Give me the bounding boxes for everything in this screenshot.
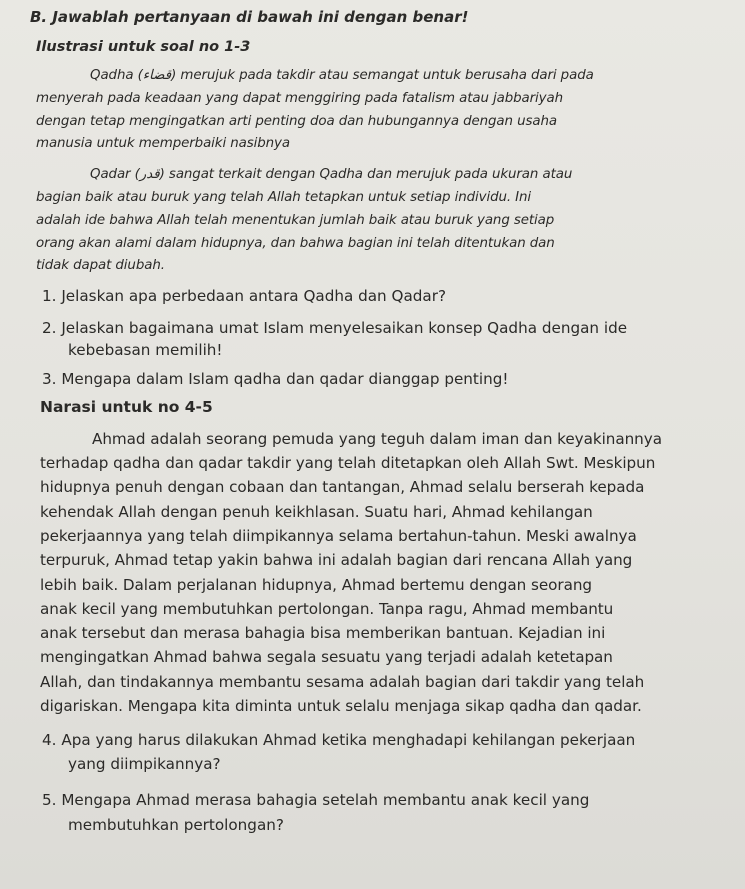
question-line: 5. Mengapa Ahmad merasa bahagia setelah membantu anak kecil yang bbox=[42, 791, 590, 809]
question-line: yang diimpikannya? bbox=[68, 755, 221, 773]
paragraph-line: Qadar (قدر) sangat terkait dengan Qadha dan merujuk pada ukuran atau bbox=[90, 167, 573, 182]
question-line: 4. Apa yang harus dilakukan Ahmad ketika menghadapi kehilangan pekerjaan bbox=[42, 731, 636, 749]
question-line: kebebasan memilih! bbox=[68, 341, 223, 359]
narration-line: anak tersebut dan merasa bahagia bisa memberikan bantuan. Kejadian ini bbox=[40, 624, 606, 642]
paragraph-line: orang akan alami dalam hidupnya, dan bahwa bagian ini telah ditentukan dan bbox=[36, 236, 555, 251]
paragraph-line: dengan tetap mengingatkan arti penting doa dan hubungannya dengan usaha bbox=[36, 114, 557, 129]
narration-line: kehendak Allah dengan penuh keikhlasan. Suatu hari, Ahmad kehilangan bbox=[40, 503, 593, 521]
narration-line: mengingatkan Ahmad bahwa segala sesuatu yang terjadi adalah ketetapan bbox=[40, 648, 613, 666]
paragraph-line: menyerah pada keadaan yang dapat menggiring pada fatalism atau jabbariyah bbox=[36, 91, 563, 106]
question-3: 3. Mengapa dalam Islam qadha dan qadar dianggap penting! bbox=[42, 370, 509, 388]
narration-line: lebih baik. Dalam perjalanan hidupnya, Ahmad bertemu dengan seorang bbox=[40, 576, 593, 594]
narration-line: terpuruk, Ahmad tetap yakin bahwa ini adalah bagian dari rencana Allah yang bbox=[40, 551, 633, 569]
section-title: B. Jawablah pertanyaan di bawah ini dengan benar! bbox=[30, 8, 469, 26]
narration-line: Ahmad adalah seorang pemuda yang teguh dalam iman dan keyakinannya bbox=[92, 430, 662, 448]
narration-line: terhadap qadha dan qadar takdir yang telah ditetapkan oleh Allah Swt. Meskipun bbox=[40, 454, 656, 472]
question-1: 1. Jelaskan apa perbedaan antara Qadha dan Qadar? bbox=[42, 287, 447, 305]
narration-line: Allah, dan tindakannya membantu sesama adalah bagian dari takdir yang telah bbox=[40, 673, 645, 691]
illustration-heading: Ilustrasi untuk soal no 1-3 bbox=[36, 39, 251, 55]
narration-line: hidupnya penuh dengan cobaan dan tantangan, Ahmad selalu berserah kepada bbox=[40, 478, 645, 496]
narration-line: digariskan. Mengapa kita diminta untuk selalu menjaga sikap qadha dan qadar. bbox=[40, 697, 642, 715]
paragraph-line: Qadha (قضاء) merujuk pada takdir atau semangat untuk berusaha dari pada bbox=[90, 68, 594, 83]
paragraph-line: bagian baik atau buruk yang telah Allah tetapkan untuk setiap individu. Ini bbox=[36, 190, 532, 205]
question-line: 2. Jelaskan bagaimana umat Islam menyelesaikan konsep Qadha dengan ide bbox=[42, 319, 628, 337]
narration-line: pekerjaannya yang telah diimpikannya selama bertahun-tahun. Meski awalnya bbox=[40, 527, 637, 545]
question-line: membutuhkan pertolongan? bbox=[68, 816, 284, 834]
paragraph-line: adalah ide bahwa Allah telah menentukan jumlah baik atau buruk yang setiap bbox=[36, 213, 555, 228]
paragraph-line: tidak dapat diubah. bbox=[36, 258, 165, 273]
paragraph-line: manusia untuk memperbaiki nasibnya bbox=[36, 136, 290, 151]
narration-line: anak kecil yang membutuhkan pertolongan. Tanpa ragu, Ahmad membantu bbox=[40, 600, 614, 618]
narration-heading: Narasi untuk no 4-5 bbox=[40, 398, 213, 416]
